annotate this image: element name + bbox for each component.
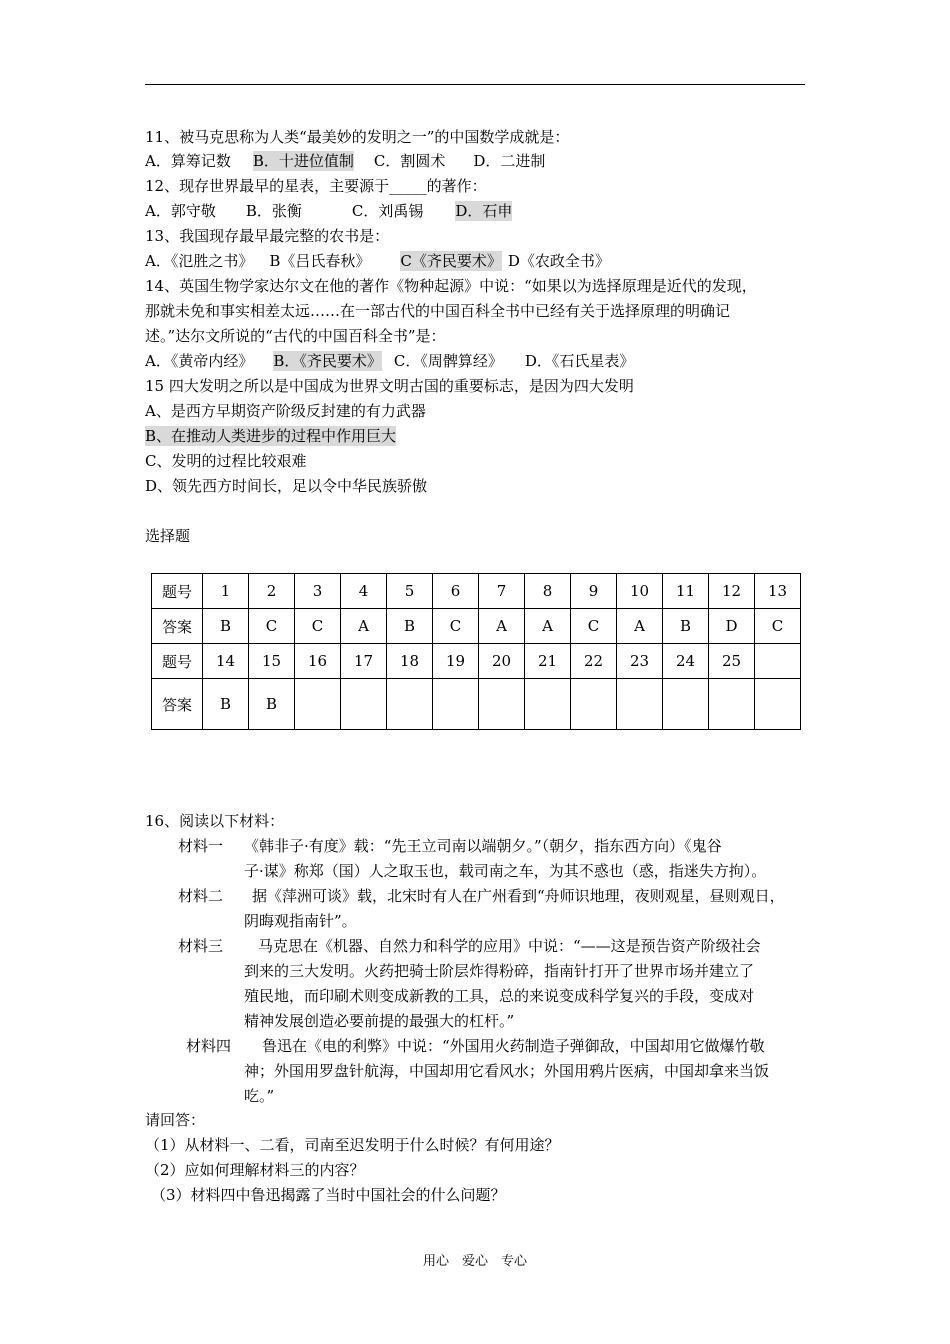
section-label: 选择题 (145, 527, 191, 545)
ans-label: 答案 (152, 609, 203, 644)
q11-stem: 11、被马克思称为人类“最美妙的发明之一”的中国数学成就是： (145, 128, 570, 146)
sub-question-2: （2）应如何理解材料三的内容？ (145, 1161, 365, 1179)
material-1-line-2: 子·谋》称郑（国）人之取玉也，载司南之车，为其不惑也（惑，指迷失方拘）。 (244, 862, 767, 880)
q13-options (145, 251, 610, 271)
table-cell: 24 (663, 644, 709, 679)
table-cell: C (249, 609, 295, 644)
sub-question-3: （3）材料四中鲁迅揭露了当时中国社会的什么问题？ (151, 1186, 506, 1204)
table-cell: 7 (479, 574, 525, 609)
q11-option-d: D．二进制 (473, 152, 546, 170)
table-cell: 19 (433, 644, 479, 679)
answer-prompt: 请回答： (145, 1111, 206, 1129)
table-cell: 1 (203, 574, 249, 609)
table-cell: B (203, 609, 249, 644)
q12-stem: 12、现存世界最早的星表，主要源于_____的著作： (145, 177, 487, 195)
table-cell: 13 (755, 574, 801, 609)
q15-option-c: C、发明的过程比较艰难 (145, 452, 307, 470)
table-cell: 14 (203, 644, 249, 679)
q15-stem: 15 四大发明之所以是中国成为世界文明古国的重要标志，是因为四大发明 (145, 377, 634, 395)
table-cell: B (387, 609, 433, 644)
table-cell (433, 679, 479, 730)
table-cell: D (709, 609, 755, 644)
table-cell: C (433, 609, 479, 644)
material-1-label: 材料一 (178, 837, 224, 855)
material-3-line-4: 精神发展创造必要前提的最强大的杠杆。” (244, 1012, 515, 1030)
q11-option-b: B．十进位值制 (252, 152, 354, 170)
table-cell (525, 679, 571, 730)
q14-stem-line-1: 14、英国生物学家达尔文在他的著作《物种起源》中说：“如果以为选择原理是近代的发现， (145, 277, 757, 295)
q13-option-c: C《齐民要术》 (400, 252, 502, 270)
table-row (152, 644, 801, 679)
q16-stem: 16、阅读以下材料： (145, 812, 285, 830)
table-cell: 23 (617, 644, 663, 679)
table-cell: C (571, 609, 617, 644)
table-cell: 16 (295, 644, 341, 679)
q12-option-d: D．石申 (455, 202, 513, 220)
table-cell: B (249, 679, 295, 730)
table-cell: 17 (341, 644, 387, 679)
num-label: 题号 (152, 644, 203, 679)
table-cell: 12 (709, 574, 755, 609)
table-cell: C (295, 609, 341, 644)
q13-option-b: B《吕氏春秋》 (269, 252, 371, 270)
table-cell: 5 (387, 574, 433, 609)
q14-option-d: D．《石氏星表》 (524, 352, 635, 370)
table-cell: 10 (617, 574, 663, 609)
answer-table (151, 573, 801, 730)
q11-option-a: A．算筹记数 (145, 152, 231, 170)
material-2-line-2: 阴晦观指南针”。 (244, 912, 357, 930)
material-3-label: 材料三 (178, 937, 224, 955)
q11-options (145, 151, 545, 171)
q15-option-b: B、在推动人类进步的过程中作用巨大 (145, 427, 397, 445)
q12-option-a: A．郭守敬 (145, 202, 216, 220)
q14-option-c: C．《周髀算经》 (393, 352, 503, 370)
q12-option-b: B．张衡 (245, 202, 302, 220)
q12-options (145, 201, 512, 221)
table-cell: 18 (387, 644, 433, 679)
table-cell: 15 (249, 644, 295, 679)
table-cell: 20 (479, 644, 525, 679)
table-cell (755, 679, 801, 730)
table-cell: 9 (571, 574, 617, 609)
q15-option-a: A、是西方早期资产阶级反封建的有力武器 (145, 402, 426, 420)
ans-label: 答案 (152, 679, 203, 730)
table-row (152, 679, 801, 730)
q13-stem: 13、我国现存最早最完整的农书是： (145, 227, 390, 245)
table-cell: 11 (663, 574, 709, 609)
table-row (152, 609, 801, 644)
material-2-label: 材料二 (178, 887, 224, 905)
q14-option-a: A．《黄帝内经》 (145, 352, 254, 370)
table-cell: A (341, 609, 387, 644)
num-label: 题号 (152, 574, 203, 609)
table-cell (295, 679, 341, 730)
table-cell (709, 679, 755, 730)
table-cell (341, 679, 387, 730)
table-cell: 25 (709, 644, 755, 679)
table-cell (755, 644, 801, 679)
table-cell (479, 679, 525, 730)
material-3-line-3: 殖民地，而印刷术则变成新教的工具，总的来说变成科学复兴的手段，变成对 (244, 987, 755, 1005)
table-cell (387, 679, 433, 730)
table-cell: 3 (295, 574, 341, 609)
table-row (152, 574, 801, 609)
table-cell: 6 (433, 574, 479, 609)
material-3-line-2: 到来的三大发明。火药把骑士阶层炸得粉碎，指南针打开了世界市场并建立了 (244, 962, 755, 980)
q14-option-b: B．《齐民要术》 (273, 352, 382, 370)
material-2-line-1: 据《萍洲可谈》载，北宋时有人在广州看到“舟师识地理，夜则观星，昼则观日， (252, 887, 785, 905)
q14-stem-line-3: 述。”达尔文所说的“古代的中国百科全书”是： (145, 327, 446, 345)
table-cell: 4 (341, 574, 387, 609)
material-4-line-2: 神；外国用罗盘针航海，中国却用它看风水；外国用鸦片医病，中国却拿来当饭 (244, 1062, 770, 1080)
table-cell: A (617, 609, 663, 644)
q14-options (145, 351, 634, 371)
material-4-line-3: 吃。” (244, 1087, 275, 1105)
table-cell: A (479, 609, 525, 644)
table-cell (571, 679, 617, 730)
q11-option-c: C．割圆术 (373, 152, 446, 170)
table-cell: C (755, 609, 801, 644)
table-cell: B (203, 679, 249, 730)
table-cell: B (663, 609, 709, 644)
table-cell: 2 (249, 574, 295, 609)
sub-question-1: （1）从材料一、二看，司南至迟发明于什么时候？有何用途？ (145, 1136, 560, 1154)
q13-option-d: D《农政全书》 (507, 252, 610, 270)
header-rule (145, 84, 805, 85)
material-4-label: 材料四 (186, 1037, 232, 1055)
table-cell: 22 (571, 644, 617, 679)
material-3-line-1: 马克思在《机器、自然力和科学的应用》中说：“——这是预告资产阶级社会 (258, 937, 761, 955)
q14-stem-line-2: 那就未免和事实相差太远……在一部古代的中国百科全书中已经有关于选择原理的明确记 (145, 302, 731, 320)
material-4-line-1: 鲁迅在《电的利弊》中说：“外国用火药制造子弹御敌，中国却用它做爆竹敬 (262, 1037, 765, 1055)
page-footer: 用心 爱心 专心 (422, 1254, 527, 1269)
table-cell: 21 (525, 644, 571, 679)
table-cell: A (525, 609, 571, 644)
table-cell: 8 (525, 574, 571, 609)
table-cell (663, 679, 709, 730)
table-cell (617, 679, 663, 730)
q13-option-a: A．《氾胜之书》 (145, 252, 254, 270)
q12-option-c: C．刘禹锡 (351, 202, 424, 220)
material-1-line-1: 《韩非子·有度》载：“先王立司南以端朝夕。”（朝夕，指东西方向）《鬼谷 (244, 837, 722, 855)
q15-option-d: D、领先西方时间长，足以令中华民族骄傲 (145, 477, 428, 495)
